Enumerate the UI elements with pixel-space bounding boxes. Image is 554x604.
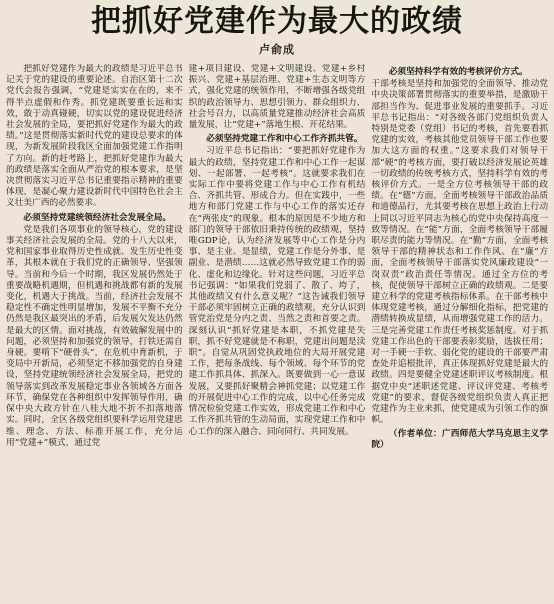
paragraph: 党是我们各项事业的领导核心，党的建设事关经济社会发展的全局。党的十八大以来，党和国家事业取得历史性成就、发生历史性变革，其根本就在于我们党的正确领导、坚强领导。当前和今后一个时期，我区发展仍然处于重要战略机遇期，但机遇和挑战都有新的发展变化，机遇大于挑战。当前，经济社会发展不稳定性不确定性明显增加，发展不平衡不充分仍然是我区最突出的矛盾，后发展欠发达仍然是最大的区情。面对挑战，有效破解发展中的问题，必须坚持和加强党的领导，打铁还需自身硬。要啃下“硬骨头”，在危机中育新机，于变局中开新局，必须坚定不移加强党的自身建设，坚持党建统领经济社会发展全局，把党的领导落实到改革发展稳定事业各领域各方面各环节，确保党在各种组织中发挥领导作用，确保中央大政方针在八桂大地不折不扣落地落实。同时，全区各级党组织要科学运用党建思维、理念、方法、标准开展工作，充分运用“党建+”模式，通过党 bbox=[6, 224, 183, 448]
paragraph: 习近平总书记指出：“要把抓好党建作为最大的政绩，坚持党建工作和中心工作一起谋划、一起部署、一起考核”。这就要求我们在实际工作中要将党建工作与中心工作有机结合、齐抓共管、形成合力。但在实践中，一些地方和部门党建工作与中心工作的落实还存在“两张皮”的现象。根本的原因是不少地方和部门的领导干部依旧秉持传统的政绩观，坚持唯GDP论，认为经济发展等中心工作是分内事、是主业、是显绩，党建工作是分外事、是副业、是潜绩……这就必然导致党建工作的弱化、虚化和边缘化。针对这些问题，习近平总书记强调：“如果我们党弱了、散了、垮了，其他政绩又有什么意义呢？”这告诫我们领导干部必须牢固树立正确的政绩观，充分认识到管党治党是分内之责、当然之责和首要之责。深刻认识“抓好党建是本职，不抓党建是失职，抓不好党建就是不称职，党建出问题是渎职”。自觉从巩固党执政地位的大局开展党建工作，把每条战线、每个领域、每个环节的党建工作抓具体、抓深入。既要做到一心一意谋发展，又要抓好聚精会神抓党建；以党建工作的开展促进中心工作的完成，以中心任务完成情况检验党建工作实效，形成党建工作和中心工作齐抓共管的生动局面，实现党建工作和中心工作的深入融合、同向同行、共同发展。 bbox=[188, 146, 366, 437]
article-column-3 bbox=[371, 64, 548, 604]
paragraph: 干部考核是坚持和加强党的全面领导、推动党中央决策部署贯彻落实的重要举措，是激励干部担当作为、促进事业发展的重要抓手。习近平总书记指出：“对各级各部门党组织负责人特别是党委（党组）书记的考核，首先要看抓党建的实效，考核其他党员领导干部工作也要加大这方面的权重。”这要求我们对领导干部“硬”的考核方面，要打破以经济发展论英雄一切政绩的传统考核方式，坚持科学有效的考核评价方式。一是全方位考核领导干部的政绩。在“德”方面，全面考核领导干部政治品质和道德品行，尤其要考核在思想上政治上行动上同以习近平同志为核心的党中央保持高度一致等情况。在“能”方面，全面考核领导干部履职尽责的能力等情况。在“勤”方面，全面考核领导干部的精神状态和工作作风。在“廉”方面，全面考核领导干部落实党风廉政建设“一岗双责”政治责任等情况。通过全方位的考核，促使领导干部树立正确的政绩观。二是要建立科学的党建考核指标体系。在干部考核中体现党建考核，通过分解细化指标，把党建的潜绩转换成显绩，从而增强党建工作的活力。三是完善党建工作责任考核奖惩制度。对于抓党建工作出色的干部要表彰奖励，选拔任用；对一手硬一手软、弱化党的建设的干部要严肃查处并追根批评，真正体现抓好党建是最大的政绩。四是要健全党建述职评议考核制度。根据党中央“述职述党建、评议评党建、考核考党建”的要求，督促各级党组织负责人真正把党建作为主业来抓，使党建成为引领工作的旗帜。 bbox=[371, 79, 549, 426]
article-author: 卢俞成 bbox=[259, 43, 295, 56]
section-heading: 必须坚持党建统领经济社会发展全局。 bbox=[23, 212, 172, 223]
section-heading: 必须坚持党建工作和中心工作齐抓共管。 bbox=[206, 134, 363, 145]
paragraph: 把抓好党建作为最大的政绩是习近平总书记关于党的建设的重要论述。自治区第十二次党代会报告强调，“党建是实实在在的，来不得半点虚假和作秀。抓党建既要重长远和实效，敢于动真碰硬，切实以党的建设促进经济社会发展的全局，要把抓好党建作为最大的政绩。”这是贯彻落实新时代党的建设总要求的体现，为新发展阶段我区全面加强党建工作指明了方向。新的赶考路上，把抓好党建作为最大的政绩是落实全面从严治党的根本要求，是坚决贯彻落实习近平总书记重要指示精神的重要体现，是凝心聚力建设新时代中国特色社会主义壮美广西的必然要求。 bbox=[6, 64, 183, 209]
author-affiliation: （作者单位：广西师范大学马克思主义学院） bbox=[371, 428, 549, 450]
article-column-1 bbox=[6, 64, 183, 604]
article-body bbox=[6, 64, 548, 604]
section-heading: 必须坚持科学有效的考核评价方式。 bbox=[388, 67, 528, 77]
paragraph: 建+项目建设、党建+文明建设、党建+乡村振兴、党建+基层治理、党建+生态文明等方式，强化党建的统领作用，不断增强各级党组织的政治领导力、思想引领力、群众组织力、社会号召力，以高质量党建推动经济社会高质量发展，让“党建+”落地生根、开花结果。 bbox=[188, 64, 366, 131]
article-title: 把抓好党建作为最大的政绩 bbox=[91, 4, 463, 39]
article-column-2 bbox=[189, 64, 366, 604]
